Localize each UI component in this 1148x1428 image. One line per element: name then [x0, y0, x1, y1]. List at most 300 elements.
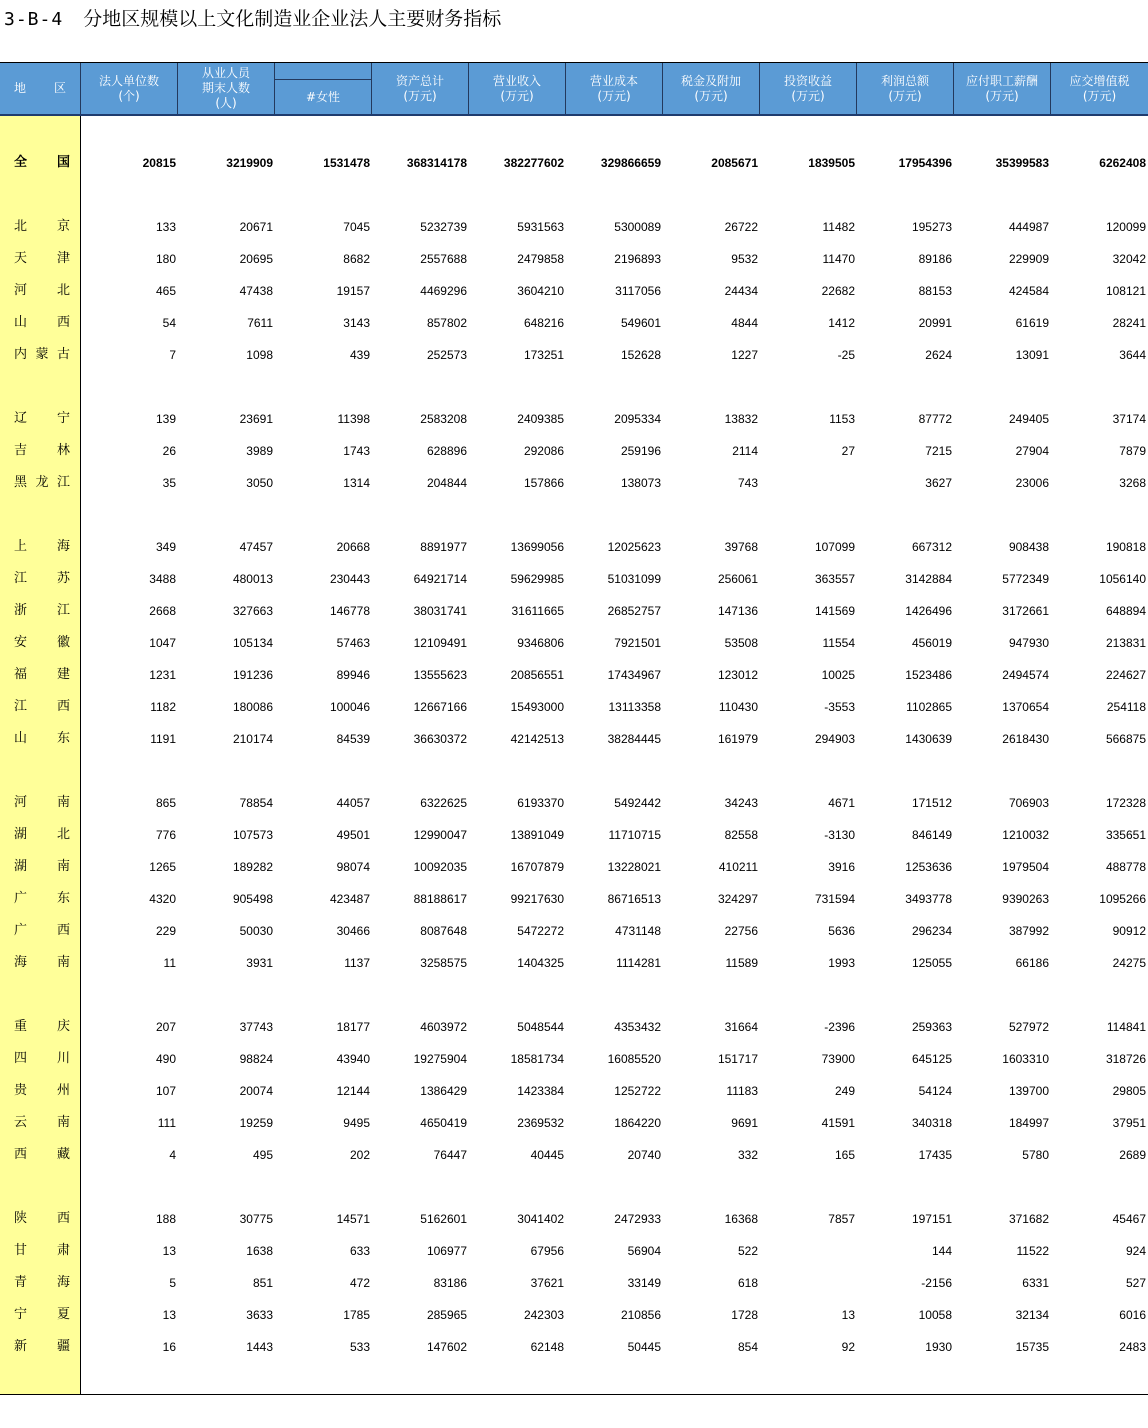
cell-units: 349: [155, 540, 176, 554]
cell-employees: 7611: [247, 316, 273, 330]
cell-cost: 2472933: [614, 1212, 661, 1226]
region-char: 江: [14, 571, 28, 586]
cell-invest: 107099: [814, 540, 855, 554]
cell-employees: 30775: [239, 1212, 273, 1226]
cell-vat: 924: [1125, 1244, 1146, 1258]
cell-assets: 628896: [426, 444, 467, 458]
cell-units: 1191: [150, 732, 176, 746]
region-char: 京: [56, 219, 70, 234]
cell-wages: 249405: [1008, 412, 1049, 426]
region-char: 蒙: [35, 347, 49, 362]
cell-wages: 3172661: [1002, 604, 1049, 618]
cell-profit: 17954396: [898, 156, 952, 170]
cell-revenue: 20856551: [510, 668, 564, 682]
cell-female: 202: [349, 1148, 370, 1162]
cell-female: 472: [349, 1276, 370, 1290]
cell-employees: 1443: [246, 1340, 273, 1354]
table-row: [0, 723, 1148, 755]
region-char: 广: [14, 891, 28, 906]
cell-vat: 28241: [1112, 316, 1146, 330]
cell-female: 1314: [343, 476, 370, 490]
cell-assets: 12990047: [413, 828, 467, 842]
cell-profit: 3627: [925, 476, 952, 490]
region-name: [14, 691, 70, 723]
cell-units: 4320: [149, 892, 176, 906]
header-revenue: [469, 63, 566, 114]
region-char: 西: [56, 923, 70, 938]
region-name: [14, 1107, 70, 1139]
cell-cost: 1864220: [614, 1116, 661, 1130]
table-row: [0, 1267, 1148, 1299]
cell-units: 490: [155, 1052, 176, 1066]
cell-employees: 3931: [246, 956, 273, 970]
header-assets-unit: (万元): [403, 88, 437, 103]
region-name: [14, 403, 70, 435]
table-row: [0, 1107, 1148, 1139]
cell-wages: 35399583: [995, 156, 1049, 170]
cell-revenue: 1423384: [517, 1084, 564, 1098]
cell-profit: 645125: [911, 1052, 952, 1066]
region-char: 肃: [56, 1243, 70, 1258]
cell-revenue: 242303: [523, 1308, 564, 1322]
cell-employees: 1098: [246, 348, 273, 362]
header-units-unit: (个): [118, 88, 140, 103]
cell-employees: 23691: [239, 412, 273, 426]
cell-female: 533: [349, 1340, 370, 1354]
cell-female: 84539: [336, 732, 370, 746]
cell-wages: 444987: [1008, 220, 1049, 234]
cell-revenue: 173251: [523, 348, 564, 362]
cell-tax: 31664: [724, 1020, 758, 1034]
cell-revenue: 1404325: [517, 956, 564, 970]
cell-revenue: 382277602: [503, 156, 564, 170]
header-tax-unit: (万元): [694, 88, 728, 103]
table-row: [0, 435, 1148, 467]
region-char: 江: [56, 603, 70, 618]
cell-profit: 2624: [925, 348, 952, 362]
cell-assets: 106977: [426, 1244, 467, 1258]
table-row: [0, 851, 1148, 883]
region-char: 浙: [14, 603, 28, 618]
cell-cost: 38284445: [607, 732, 661, 746]
cell-units: 35: [162, 476, 176, 490]
cell-tax: 16368: [724, 1212, 758, 1226]
region-name: [14, 531, 70, 563]
cell-assets: 13555623: [413, 668, 467, 682]
cell-profit: 10058: [918, 1308, 952, 1322]
region-char: 东: [56, 731, 70, 746]
cell-vat: 1095266: [1099, 892, 1146, 906]
cell-vat: 7879: [1119, 444, 1146, 458]
region-char: 甘: [14, 1243, 28, 1258]
cell-profit: 456019: [911, 636, 952, 650]
cell-female: 3143: [343, 316, 370, 330]
cell-wages: 1210032: [1002, 828, 1049, 842]
cell-revenue: 2409385: [517, 412, 564, 426]
cell-revenue: 5931563: [517, 220, 564, 234]
total-row: [0, 147, 1148, 179]
cell-tax: 1728: [731, 1308, 758, 1322]
cell-units: 1231: [149, 668, 176, 682]
cell-assets: 147602: [426, 1340, 467, 1354]
region-char: 湖: [14, 859, 28, 874]
region-name: [14, 1331, 70, 1363]
cell-profit: 195273: [911, 220, 952, 234]
cell-profit: 259363: [911, 1020, 952, 1034]
table-title-text: 分地区规模以上文化制造业企业法人主要财务指标: [83, 8, 502, 30]
cell-tax: 13832: [724, 412, 758, 426]
table-row: [0, 1139, 1148, 1171]
cell-assets: 2557688: [420, 252, 467, 266]
cell-female: 146778: [329, 604, 370, 618]
region-char: 建: [56, 667, 70, 682]
table-row: [0, 563, 1148, 595]
cell-units: 107: [155, 1084, 176, 1098]
cell-female: 19157: [336, 284, 370, 298]
cell-units: 465: [155, 284, 176, 298]
cell-vat: 648894: [1105, 604, 1146, 618]
cell-vat: 2483: [1119, 1340, 1146, 1354]
cell-vat: 318726: [1105, 1052, 1146, 1066]
table-row: [0, 915, 1148, 947]
cell-female: 1531478: [323, 156, 370, 170]
table-row: [0, 1203, 1148, 1235]
cell-revenue: 37621: [530, 1276, 564, 1290]
cell-assets: 19275904: [413, 1052, 467, 1066]
cell-assets: 64921714: [413, 572, 467, 586]
cell-tax: 854: [737, 1340, 758, 1354]
cell-female: 633: [349, 1244, 370, 1258]
cell-wages: 2618430: [1002, 732, 1049, 746]
cell-wages: 32134: [1015, 1308, 1049, 1322]
cell-wages: 387992: [1008, 924, 1049, 938]
table-row: [0, 275, 1148, 307]
table-row: [0, 307, 1148, 339]
cell-vat: 3644: [1119, 348, 1146, 362]
region-char: 江: [14, 699, 28, 714]
region-char: 云: [14, 1115, 28, 1130]
header-invest-label: 投资收益: [783, 73, 832, 88]
cell-wages: 2494574: [1002, 668, 1049, 682]
cell-assets: 857802: [426, 316, 467, 330]
cell-female: 1743: [343, 444, 370, 458]
cell-invest: 41591: [821, 1116, 855, 1130]
table-row: [0, 1043, 1148, 1075]
cell-wages: 6331: [1022, 1276, 1049, 1290]
cell-profit: 1426496: [905, 604, 952, 618]
header-wages: [954, 63, 1051, 114]
region-name: [14, 435, 70, 467]
cell-units: 5: [169, 1276, 176, 1290]
cell-cost: 2095334: [614, 412, 661, 426]
cell-revenue: 13699056: [510, 540, 564, 554]
cell-cost: 549601: [620, 316, 661, 330]
cell-vat: 213831: [1105, 636, 1146, 650]
cell-vat: 37174: [1112, 412, 1146, 426]
region-name: [14, 787, 70, 819]
cell-wages: 371682: [1008, 1212, 1049, 1226]
region-char: 苏: [56, 571, 70, 586]
cell-invest: 11470: [822, 252, 855, 266]
region-char: 龙: [35, 475, 49, 490]
header-invest: [760, 63, 857, 114]
region-char: 林: [56, 443, 70, 458]
cell-units: 865: [155, 796, 176, 810]
cell-revenue: 16707879: [510, 860, 564, 874]
cell-cost: 152628: [620, 348, 661, 362]
cell-employees: 107573: [232, 828, 273, 842]
cell-female: 9495: [343, 1116, 370, 1130]
cell-assets: 252573: [426, 348, 467, 362]
region-char: 宁: [14, 1307, 28, 1322]
cell-profit: 20991: [918, 316, 952, 330]
cell-female: 98074: [336, 860, 370, 874]
cell-tax: 24434: [724, 284, 758, 298]
cell-units: 207: [155, 1020, 176, 1034]
cell-profit: 3142884: [905, 572, 952, 586]
cell-cost: 329866659: [600, 156, 661, 170]
cell-employees: 3989: [246, 444, 273, 458]
cell-tax: 2114: [732, 444, 758, 458]
cell-wages: 1370654: [1002, 700, 1049, 714]
cell-units: 133: [155, 220, 176, 234]
region-char: 广: [14, 923, 28, 938]
cell-units: 4: [169, 1148, 176, 1162]
cell-tax: 1227: [731, 348, 758, 362]
cell-revenue: 3041402: [517, 1212, 564, 1226]
cell-vat: 45467: [1112, 1212, 1146, 1226]
region-char: 山: [14, 315, 28, 330]
cell-cost: 5492442: [614, 796, 661, 810]
cell-profit: 87772: [918, 412, 952, 426]
cell-assets: 12109491: [413, 636, 467, 650]
cell-invest: 5636: [828, 924, 855, 938]
region-char: 福: [14, 667, 28, 682]
bottom-rule: [0, 1394, 1148, 1395]
cell-female: 7045: [343, 220, 370, 234]
cell-employees: 3050: [246, 476, 273, 490]
cell-tax: 22756: [724, 924, 758, 938]
region-char: 湖: [14, 827, 28, 842]
region-name: [14, 563, 70, 595]
cell-wages: 11522: [1016, 1244, 1049, 1258]
cell-revenue: 5048544: [517, 1020, 564, 1034]
cell-revenue: 42142513: [510, 732, 564, 746]
cell-units: 26: [162, 444, 176, 458]
cell-cost: 3117056: [615, 284, 661, 298]
region-name: [14, 915, 70, 947]
cell-profit: 1102865: [906, 700, 952, 714]
table-row: [0, 1299, 1148, 1331]
header-revenue-label: 营业收入: [492, 73, 541, 88]
header-female: #女性: [305, 89, 341, 104]
cell-units: 2668: [149, 604, 176, 618]
cell-tax: 34243: [724, 796, 758, 810]
cell-vat: 90912: [1112, 924, 1146, 938]
cell-cost: 4353432: [614, 1020, 661, 1034]
region-char: 河: [14, 283, 28, 298]
region-char: 安: [14, 635, 28, 650]
cell-invest: 731594: [814, 892, 855, 906]
header-employees: [178, 63, 275, 114]
region-name: [14, 627, 70, 659]
cell-revenue: 648216: [523, 316, 564, 330]
cell-cost: 210856: [620, 1308, 661, 1322]
cell-cost: 138073: [620, 476, 661, 490]
table-row: [0, 883, 1148, 915]
cell-profit: 1523486: [905, 668, 952, 682]
cell-profit: 197151: [911, 1212, 952, 1226]
cell-female: 439: [349, 348, 370, 362]
cell-units: 776: [155, 828, 176, 842]
cell-wages: 424584: [1008, 284, 1049, 298]
cell-revenue: 3604210: [517, 284, 564, 298]
region-char: 新: [14, 1339, 28, 1354]
cell-cost: 50445: [627, 1340, 661, 1354]
cell-wages: 61619: [1015, 316, 1049, 330]
cell-employees: 37743: [239, 1020, 273, 1034]
cell-wages: 947930: [1008, 636, 1049, 650]
cell-units: 1182: [150, 700, 176, 714]
cell-units: 11: [163, 956, 176, 970]
region-char: 南: [56, 955, 70, 970]
cell-employees: 327663: [232, 604, 273, 618]
region-name: [14, 1299, 70, 1331]
cell-revenue: 9346806: [517, 636, 564, 650]
region-name: [14, 467, 70, 499]
region-char: 山: [14, 731, 28, 746]
cell-female: 30466: [336, 924, 370, 938]
region-name: [14, 307, 70, 339]
cell-invest: 249: [834, 1084, 855, 1098]
cell-wages: 15735: [1015, 1340, 1049, 1354]
cell-tax: 39768: [724, 540, 758, 554]
cell-tax: 26722: [724, 220, 758, 234]
cell-profit: 7215: [925, 444, 952, 458]
region-name: [14, 1139, 70, 1171]
cell-units: 111: [157, 1116, 176, 1130]
header-assets: [372, 63, 469, 114]
cell-vat: 108121: [1105, 284, 1146, 298]
cell-profit: 1430639: [905, 732, 952, 746]
cell-invest: 27: [841, 444, 855, 458]
cell-units: 20815: [142, 156, 176, 170]
cell-units: 229: [155, 924, 176, 938]
cell-invest: -25: [837, 348, 855, 362]
cell-invest: 11554: [822, 636, 855, 650]
header-vat: [1051, 63, 1148, 114]
cell-units: 139: [155, 412, 176, 426]
cell-cost: 33149: [627, 1276, 661, 1290]
table-row: [0, 243, 1148, 275]
cell-assets: 285965: [426, 1308, 467, 1322]
header-employees-label: 从业人员: [201, 66, 250, 80]
cell-invest: 141569: [814, 604, 855, 618]
cell-vat: 29805: [1112, 1084, 1146, 1098]
cell-invest: 165: [834, 1148, 855, 1162]
cell-assets: 76447: [433, 1148, 467, 1162]
table-row: [0, 595, 1148, 627]
cell-revenue: 292086: [523, 444, 564, 458]
cell-revenue: 59629985: [510, 572, 564, 586]
cell-employees: 3633: [246, 1308, 273, 1322]
region-name: [14, 339, 70, 371]
cell-revenue: 5472272: [517, 924, 564, 938]
cell-wages: 908438: [1008, 540, 1049, 554]
table-row: [0, 1011, 1148, 1043]
header-cost: [566, 63, 663, 114]
region-char: 北: [56, 827, 70, 842]
header-wages-unit: (万元): [985, 88, 1019, 103]
region-char: 徽: [56, 635, 70, 650]
cell-profit: 846149: [911, 828, 952, 842]
region-char: 川: [56, 1051, 70, 1066]
cell-vat: 114841: [1106, 1020, 1146, 1034]
cell-tax: 151717: [717, 1052, 758, 1066]
header-cost-label: 营业成本: [589, 73, 638, 88]
cell-assets: 5162601: [420, 1212, 467, 1226]
header-units-label: 法人单位数: [98, 73, 159, 88]
cell-vat: 2689: [1119, 1148, 1146, 1162]
region-char: 古: [56, 347, 70, 362]
cell-invest: 1412: [828, 316, 855, 330]
region-name: [14, 243, 70, 275]
cell-revenue: 62148: [530, 1340, 564, 1354]
cell-employees: 98824: [239, 1052, 273, 1066]
cell-employees: 189282: [232, 860, 273, 874]
cell-female: 57463: [336, 636, 370, 650]
cell-tax: 147136: [717, 604, 758, 618]
region-char: 疆: [56, 1339, 70, 1354]
region-char: 藏: [56, 1147, 70, 1162]
header-profit-unit: (万元): [888, 88, 922, 103]
cell-vat: 488778: [1105, 860, 1146, 874]
region-name: [14, 1011, 70, 1043]
region-char: 海: [14, 955, 28, 970]
header-vat-unit: (万元): [1082, 88, 1117, 103]
cell-revenue: 13891049: [510, 828, 564, 842]
cell-female: 14571: [336, 1212, 370, 1226]
cell-units: 180: [155, 252, 176, 266]
cell-invest: -2396: [824, 1020, 855, 1034]
table-row: [0, 339, 1148, 371]
cell-cost: 1114281: [616, 956, 661, 970]
cell-profit: 667312: [911, 540, 952, 554]
region-char: 南: [56, 859, 70, 874]
cell-revenue: 2369532: [517, 1116, 564, 1130]
cell-tax: 110430: [718, 700, 758, 714]
cell-cost: 16085520: [607, 1052, 661, 1066]
cell-cost: 86716513: [607, 892, 661, 906]
header-invest-unit: (万元): [791, 88, 825, 103]
region-char: 内: [14, 347, 28, 362]
cell-profit: 1930: [925, 1340, 952, 1354]
cell-wages: 184997: [1008, 1116, 1049, 1130]
cell-wages: 23006: [1015, 476, 1049, 490]
table-row: [0, 211, 1148, 243]
table-row: [0, 947, 1148, 979]
cell-revenue: 99217630: [510, 892, 564, 906]
region-char: 吉: [14, 443, 28, 458]
cell-employees: 851: [252, 1276, 273, 1290]
cell-assets: 4650419: [420, 1116, 467, 1130]
cell-wages: 13091: [1015, 348, 1049, 362]
header-employees-label2: 期末人数: [201, 81, 250, 95]
cell-female: 8682: [343, 252, 370, 266]
header-profit: [857, 63, 954, 114]
cell-wages: 9390263: [1002, 892, 1049, 906]
cell-vat: 120099: [1105, 220, 1146, 234]
